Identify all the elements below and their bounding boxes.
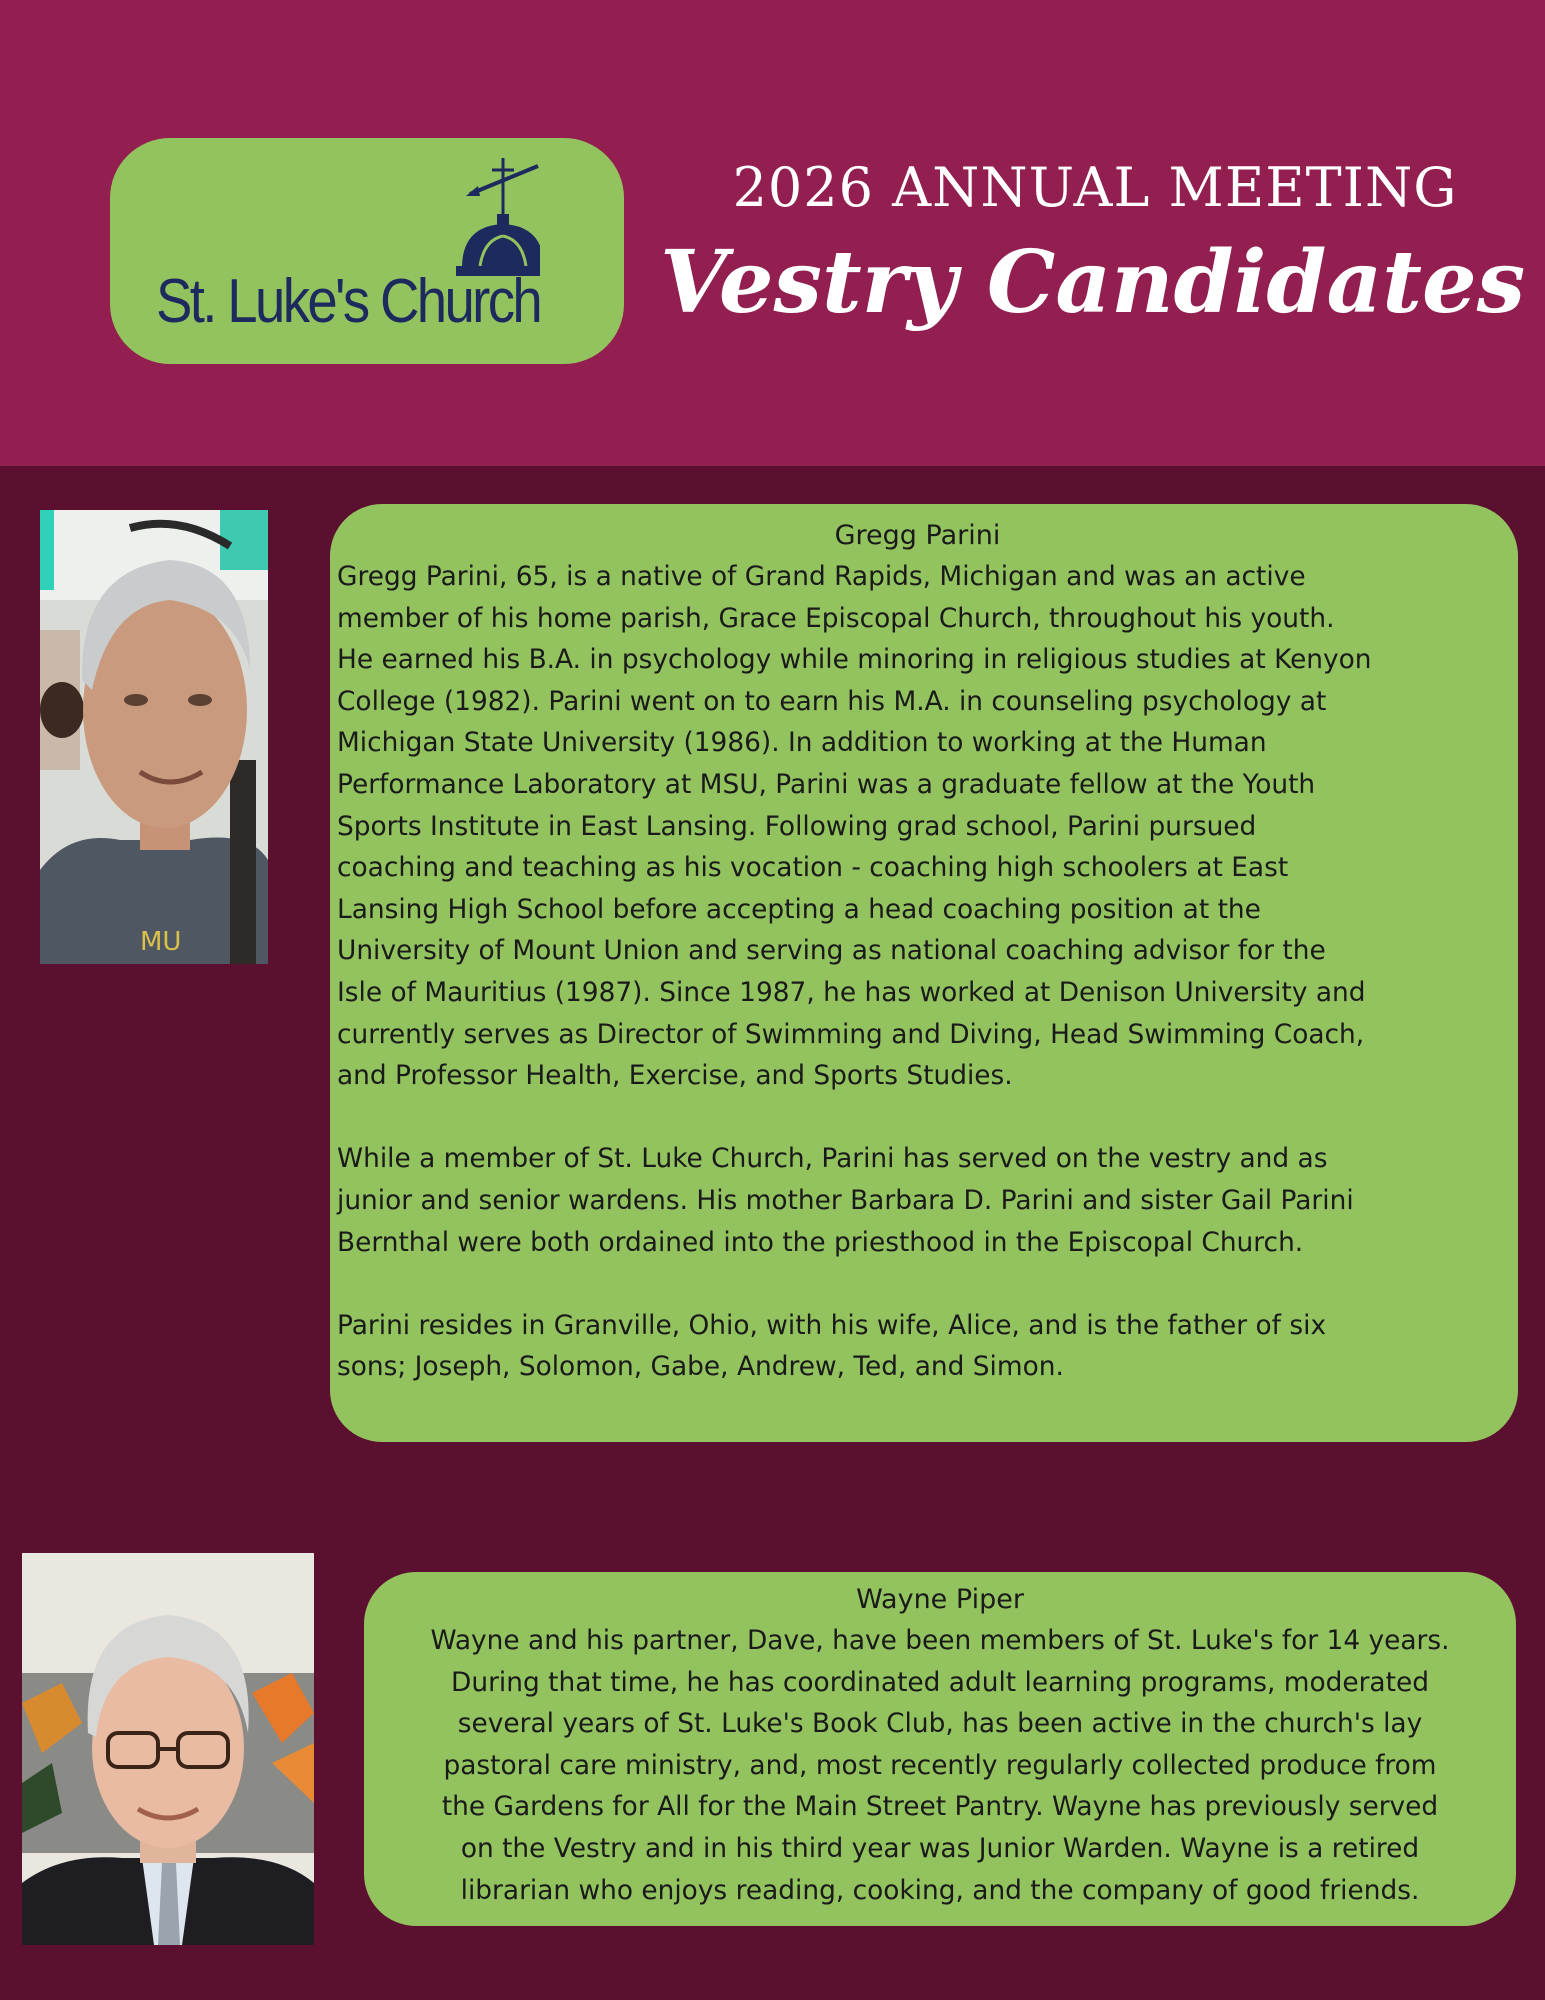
candidate-name: Wayne Piper [856, 1584, 1024, 1615]
candidate-name: Gregg Parini [834, 520, 1001, 551]
bio-paragraph: While a member of St. Luke Church, Parini has served on the vestry and as junior and senior wardens. His mother Barbara D. Parini and sister Gail Parini Bernthal were both ordained into the priesthood in the Episcopal Church. [337, 1143, 1354, 1258]
candidate-photo-gregg [40, 510, 268, 964]
svg-text:MU: MU [140, 927, 182, 957]
candidate-photo-wayne [22, 1553, 314, 1945]
header-banner [0, 0, 1545, 466]
bio-paragraph: Wayne and his partner, Dave, have been members of St. Luke's for 14 years. During that time, he has coordinated adult learning programs, moderated several years of St. Luke's Book Club, has been active in the church's lay pastoral care ministry, and, most recently regularly collected produce from the Gardens for All for the Main Street Pantry. Wayne has previously served on the Vestry and in his third year was Junior Warden. Wayne is a retired librarian who enjoys reading, cooking, and the company of good friends. [430, 1625, 1450, 1906]
page-heading: Vestry Candidates [660, 232, 1526, 333]
candidate-bio [370, 1620, 1510, 1911]
bio-paragraph: Parini resides in Granville, Ohio, with his wife, Alice, and is the father of six sons; Joseph, Solomon, Gabe, Andrew, Ted, and Simon. [337, 1309, 1327, 1383]
church-logo [110, 138, 624, 364]
meeting-title: 2026 ANNUAL MEETING [732, 156, 1458, 219]
candidate-bio [337, 556, 1498, 1388]
bio-card-gregg [330, 504, 1518, 1442]
logo-text: St. Luke's Church [156, 267, 541, 336]
bio-paragraph: Gregg Parini, 65, is a native of Grand Rapids, Michigan and was an active member of his home parish, Grace Episcopal Church, throughout his youth. He earned his B.A. in psychology while minoring in religious studies at Kenyon College (1982). Parini went on to earn his M.A. in counseling psychology at Michigan State University (1986). In addition to working at the Human Performance Laboratory at MSU, Parini was a graduate fellow at the Youth Sports Institute in East Lansing. Following grad school, Parini pursued coaching and teaching as his vocation - coaching high schoolers at East Lansing High School before accepting a head coaching position at the University of Mount Union and serving as national coaching advisor for the Isle of Mauritius (1987). Since 1987, he has worked at Denison University and currently serves as Director of Swimming and Diving, Head Swimming Coach, and Professor Health, Exercise, and Sports Studies. [337, 561, 1372, 1092]
bio-card-wayne [364, 1572, 1516, 1926]
